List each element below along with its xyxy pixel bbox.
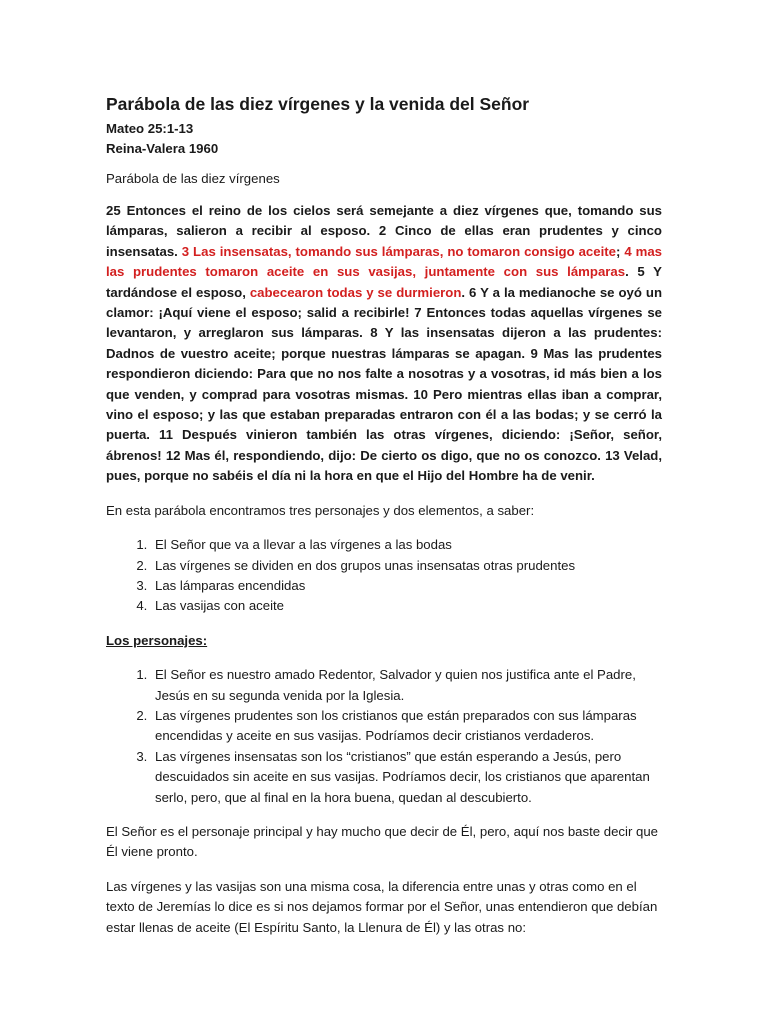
- verse-segment: ;: [615, 243, 625, 259]
- verse-highlight: 4 mas las prudentes tomaron aceite en sus vasijas, juntamente con sus lámparas: [106, 243, 662, 280]
- verse-highlight: 3 Las insensatas, tomando sus lámparas, no tomaron consigo aceite: [181, 243, 616, 259]
- verse-highlight: cabecearon todas y se durmieron: [249, 284, 462, 300]
- characters-heading: Los personajes:: [106, 632, 208, 648]
- intro-paragraph: En esta parábola encontramos tres personajes y dos elementos, a saber:: [106, 502, 535, 518]
- verse-segment: 25 Entonces el reino de los cielos será semejante a diez vírgenes que, tomando sus lámparas, salieron a recibir al esposo. 2 Cinco de ellas eran prudentes y cinco insensatas.: [106, 203, 662, 259]
- list-item: 1. El Señor es nuestro amado Redentor, Salvador y quien nos justifica ante el Padre, Jesús en su segunda venida por la Iglesia.: [151, 665, 662, 706]
- scripture-reference: Mateo 25:1-13: [106, 121, 194, 136]
- characters-list: [106, 665, 662, 808]
- body-paragraph: El Señor es el personaje principal y hay mucho que decir de Él, pero, aquí nos baste decir que Él viene pronto.: [106, 823, 659, 860]
- list-item: 1. El Señor que va a llevar a las vírgenes a las bodas: [151, 535, 662, 555]
- scripture-text: [106, 201, 662, 487]
- bible-version: Reina-Valera 1960: [106, 141, 219, 156]
- list-item: 3. Las lámparas encendidas: [151, 576, 662, 596]
- verse-segment: . 5 Y tardándose el esposo,: [106, 264, 662, 300]
- list-item: 3. Las vírgenes insensatas son los “cristianos” que están esperando a Jesús, pero descuidados sin aceite en sus vasijas. Podríamos decir, los cristianos que aparentan serlo, pero, que al final en la hora buena, quedan al descubierto.: [151, 747, 662, 808]
- verse-segment: . 6 Y a la medianoche se oyó un clamor: ¡Aquí viene el esposo; salid a recibirle! 7 Entonces todas aquellas vírgenes se levantaron, y arreglaron sus lámparas. 8 Y las insensatas dijeron a las prudentes: Dadnos de vuestro aceite; porque nuestras lámparas se apagan. 9 Mas las prudentes respondieron diciendo: Para que no nos falte a nosotras y a vosotras, id más bien a los que venden, y comprad para vosotras mismas. 10 Pero mientras ellas iban a comprar, vino el esposo; y las que estaban preparadas entraron con él a las bodas; y se cerró la puerta. 11 Después vinieron también las otras vírgenes, diciendo: ¡Señor, señor, ábrenos! 12 Mas él, respondiendo, dijo: De cierto os digo, que no os conozco. 13 Velad, pues, porque no sabéis el día ni la hora en que el Hijo del Hombre ha de venir.: [106, 284, 662, 484]
- section-heading: Parábola de las diez vírgenes: [106, 171, 280, 186]
- body-paragraph: Las vírgenes y las vasijas son una misma cosa, la diferencia entre unas y otras como en el texto de Jeremías lo dice es si nos dejamos formar por el Señor, unas entendieron que debían estar llenas de aceite (El Espíritu Santo, la Llenura de Él) y las otras no:: [106, 878, 658, 935]
- list-item: 4. Las vasijas con aceite: [151, 596, 662, 616]
- elements-list: [106, 535, 662, 617]
- list-item: 2. Las vírgenes prudentes son los cristianos que están preparados con sus lámparas encendidas y aceite en sus vasijas. Podríamos decir cristianos verdaderos.: [151, 706, 662, 747]
- document-title: Parábola de las diez vírgenes y la venida del Señor: [106, 94, 530, 114]
- list-item: 2. Las vírgenes se dividen en dos grupos unas insensatas otras prudentes: [151, 556, 662, 576]
